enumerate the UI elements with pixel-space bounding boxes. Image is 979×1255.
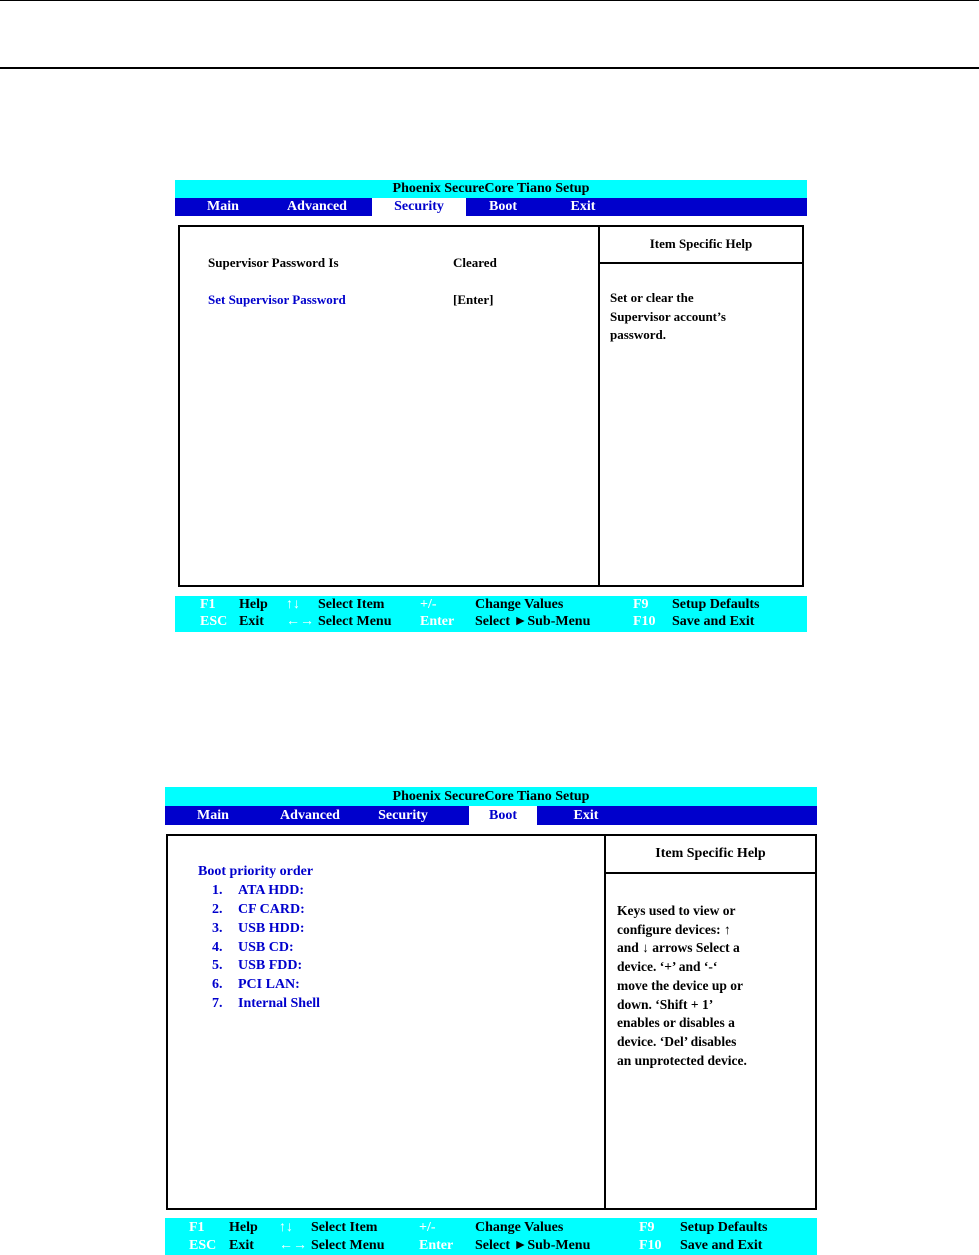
- key-f9-desc: Setup Defaults: [672, 597, 760, 612]
- key-leftright-desc: Select Menu: [318, 614, 392, 629]
- help-line: device. ‘+’ and ‘-‘: [617, 959, 718, 975]
- set-supervisor-password-value[interactable]: [Enter]: [453, 292, 494, 307]
- key-esc-desc: Exit: [239, 614, 264, 629]
- key-plusminus-desc: Change Values: [475, 597, 564, 612]
- menu-bar: [175, 198, 807, 216]
- key-updown-desc: Select Item: [311, 1220, 378, 1235]
- boot-item-label: USB CD:: [238, 940, 294, 955]
- help-text: [610, 289, 726, 345]
- key-legend: [175, 596, 807, 632]
- help-line: an unprotected device.: [617, 1052, 747, 1068]
- tab-advanced[interactable]: Advanced: [280, 808, 340, 823]
- key-f1: F1: [189, 1220, 205, 1235]
- boot-item-usb-cd[interactable]: [212, 940, 294, 956]
- boot-item-number: 4.: [212, 940, 223, 955]
- boot-item-internal-shell[interactable]: [212, 996, 320, 1012]
- boot-item-cf-card[interactable]: [212, 902, 305, 918]
- boot-item-number: 7.: [212, 996, 223, 1011]
- key-f1: F1: [200, 597, 216, 612]
- boot-item-number: 1.: [212, 883, 223, 898]
- key-updown: ↑↓: [279, 1220, 293, 1235]
- tab-boot[interactable]: Boot: [469, 806, 537, 825]
- content-panel: [166, 834, 817, 1210]
- boot-priority-title: Boot priority order: [198, 864, 314, 879]
- tab-boot[interactable]: Boot: [489, 199, 517, 214]
- boot-item-number: 6.: [212, 977, 223, 992]
- key-f10-desc: Save and Exit: [680, 1238, 763, 1253]
- boot-item-number: 2.: [212, 902, 223, 917]
- boot-item-number: 3.: [212, 921, 223, 936]
- menu-bar: [165, 806, 817, 825]
- setup-title: Phoenix SecureCore Tiano Setup: [175, 180, 807, 198]
- set-supervisor-password-item[interactable]: Set Supervisor Password: [208, 292, 346, 307]
- help-panel: [604, 836, 815, 1208]
- help-line: move the device up or: [617, 977, 743, 993]
- tab-security[interactable]: Security: [378, 808, 428, 823]
- key-leftright: ←→: [279, 1238, 307, 1253]
- help-line: Supervisor account’s: [610, 308, 726, 324]
- boot-item-label: ATA HDD:: [238, 883, 304, 898]
- key-esc: ESC: [200, 614, 228, 629]
- page-top-rule: [0, 0, 979, 1]
- key-enter: Enter: [419, 1238, 454, 1253]
- key-plusminus: +/-: [420, 597, 437, 612]
- key-f9-desc: Setup Defaults: [680, 1220, 768, 1235]
- key-f10: F10: [633, 614, 656, 629]
- key-leftright-desc: Select Menu: [311, 1238, 385, 1253]
- content-panel: [178, 225, 804, 587]
- key-f10-desc: Save and Exit: [672, 614, 755, 629]
- boot-item-number: 5.: [212, 958, 223, 973]
- key-leftright: ←→: [286, 614, 314, 629]
- key-enter-desc: Select ►Sub-Menu: [475, 614, 591, 629]
- help-line: and ↓ arrows Select a: [617, 940, 740, 956]
- tab-security[interactable]: Security: [372, 198, 466, 216]
- boot-item-usb-hdd[interactable]: [212, 921, 305, 937]
- supervisor-password-status-label: Supervisor Password Is: [208, 255, 339, 270]
- bios-screen-security: [175, 180, 807, 632]
- key-enter-desc: Select ►Sub-Menu: [475, 1238, 591, 1253]
- tab-exit[interactable]: Exit: [573, 808, 599, 823]
- boot-item-pci-lan[interactable]: [212, 977, 300, 993]
- tab-advanced[interactable]: Advanced: [287, 199, 347, 214]
- key-f9: F9: [633, 597, 649, 612]
- supervisor-password-status-value: Cleared: [453, 255, 497, 270]
- tab-main[interactable]: Main: [207, 199, 239, 214]
- page-header-rule: [0, 67, 979, 69]
- boot-item-label: PCI LAN:: [238, 977, 300, 992]
- help-line: down. ‘Shift + 1’: [617, 996, 714, 1012]
- tab-exit[interactable]: Exit: [570, 199, 596, 214]
- boot-item-label: USB HDD:: [238, 921, 305, 936]
- boot-item-usb-fdd[interactable]: [212, 958, 302, 974]
- key-f9: F9: [639, 1220, 655, 1235]
- key-plusminus-desc: Change Values: [475, 1220, 564, 1235]
- key-enter: Enter: [420, 614, 455, 629]
- key-esc: ESC: [189, 1238, 217, 1253]
- help-panel: [598, 227, 802, 585]
- boot-item-label: USB FDD:: [238, 958, 303, 973]
- tab-main[interactable]: Main: [197, 808, 229, 823]
- key-updown-desc: Select Item: [318, 597, 385, 612]
- key-plusminus: +/-: [419, 1220, 436, 1235]
- help-title: Item Specific Help: [606, 836, 815, 874]
- key-esc-desc: Exit: [229, 1238, 254, 1253]
- setup-title: Phoenix SecureCore Tiano Setup: [165, 787, 817, 806]
- help-line: enables or disables a: [617, 1015, 735, 1031]
- bios-screen-boot: [165, 787, 817, 1255]
- help-line: password.: [610, 327, 666, 342]
- key-f10: F10: [639, 1238, 662, 1253]
- key-updown: ↑↓: [286, 597, 300, 612]
- help-line: configure devices: ↑: [617, 921, 731, 937]
- key-f1-desc: Help: [239, 597, 268, 612]
- boot-item-ata-hdd[interactable]: [212, 883, 304, 899]
- help-title: Item Specific Help: [600, 227, 802, 264]
- key-legend: [165, 1218, 817, 1255]
- boot-item-label: CF CARD:: [238, 902, 305, 917]
- help-line: Keys used to view or: [617, 903, 736, 918]
- help-line: device. ‘Del’ disables: [617, 1033, 737, 1049]
- boot-item-label: Internal Shell: [238, 996, 321, 1011]
- key-f1-desc: Help: [229, 1220, 258, 1235]
- help-line: Set or clear the: [610, 290, 694, 305]
- help-text: [617, 902, 747, 1070]
